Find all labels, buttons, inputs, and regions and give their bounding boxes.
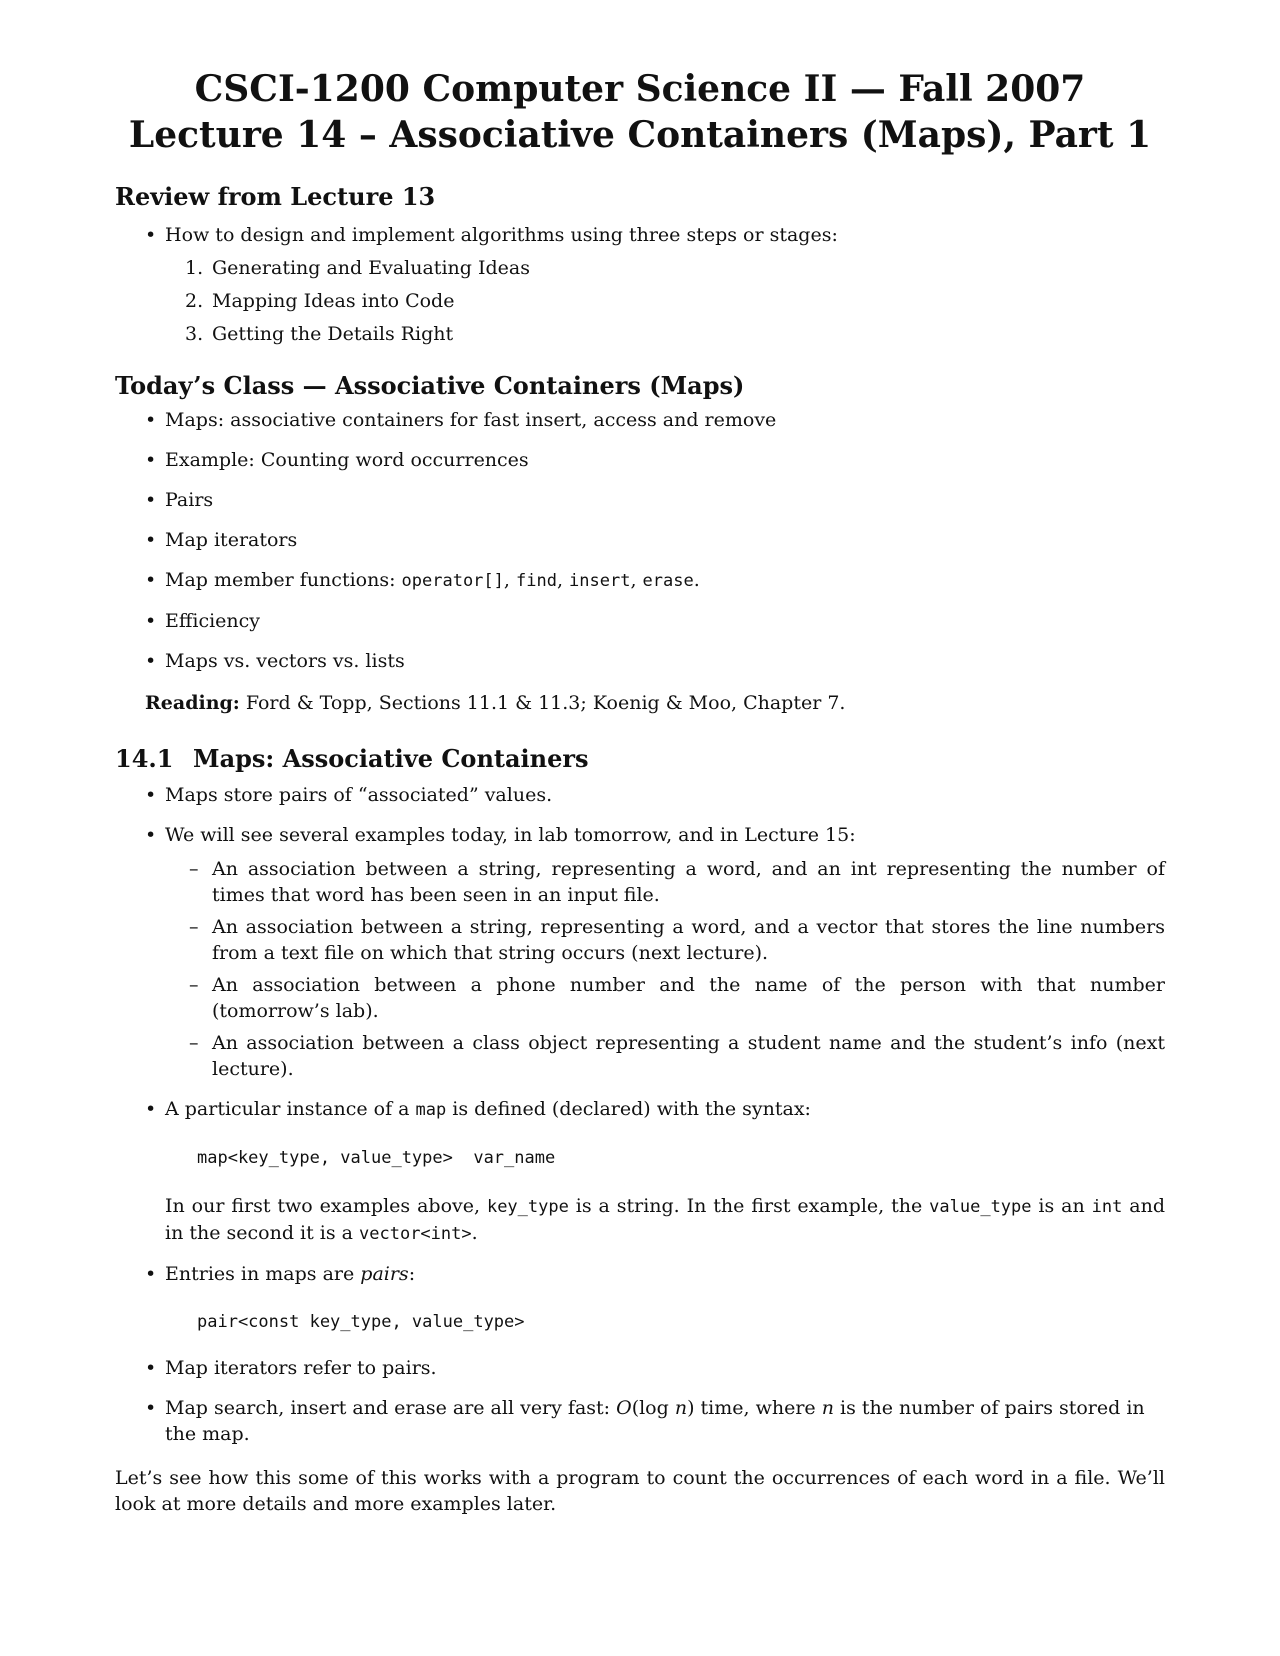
list-item: 2. Mapping Ideas into Code [185, 290, 455, 312]
section-14-1-heading: 14.1 Maps: Associative Containers [115, 744, 589, 773]
today-heading: Today’s Class — Associative Containers (Maps) [115, 371, 745, 400]
list-item: 3. Getting the Details Right [185, 323, 454, 345]
list-item: • Example: Counting word occurrences [115, 447, 1165, 473]
list-item: • Pairs [115, 487, 1165, 513]
list-item: • Efficiency [115, 608, 1165, 634]
review-bullet: • How to design and implement algorithms using three steps or stages: [115, 222, 1165, 248]
list-item-pairs: • Entries in maps are pairs: [115, 1261, 1165, 1287]
list-item: • Map iterators [115, 527, 1165, 553]
list-item: • We will see several examples today, in lab tomorrow, and in Lecture 15: [115, 822, 1165, 848]
section-14-1-list-c [115, 1261, 1165, 1287]
closing-paragraph: Let’s see how this some of this works with a program to count the occurrences of each word in a file. We’ll look at more details and more examples later. [115, 1467, 1165, 1515]
map-syntax-code: map<key_type, value_type> var_name [197, 1148, 556, 1168]
review-steps [115, 255, 1165, 347]
map-explanation: In our first two examples above, key_type is a string. In the first example, the value_type is an int and in the second it is a vector<int>. [165, 1195, 1166, 1244]
list-item: – An association between a class object representing a student name and the student’s info (next lecture). [115, 1030, 1165, 1082]
pair-syntax-code: pair<const key_type, value_type> [197, 1312, 525, 1332]
list-item-complexity: • Map search, insert and erase are all very fast: O(log n) time, where n is the number of pairs stored in the map. [115, 1395, 1165, 1447]
list-item-member-functions: • Map member functions: operator[], find, insert, erase. [115, 567, 1165, 594]
section-14-1-list-b [115, 1096, 1165, 1123]
reading-note: Reading: Ford & Topp, Sections 11.1 & 11.3; Koenig & Moo, Chapter 7. [145, 692, 846, 714]
section-14-1-list [115, 782, 1165, 848]
review-heading: Review from Lecture 13 [115, 182, 436, 211]
list-item: – An association between a string, representing a word, and an int representing the number of times that word has been seen in an input file. [115, 856, 1165, 908]
list-item-map-declaration: • A particular instance of a map is defined (declared) with the syntax: [115, 1096, 1165, 1123]
list-item: • Map iterators refer to pairs. [115, 1355, 1165, 1381]
list-item: 1. Generating and Evaluating Ideas [185, 257, 530, 279]
list-item: – An association between a phone number and the name of the person with that number (tomorrow’s lab). [115, 972, 1165, 1024]
review-list [115, 222, 1165, 248]
list-item: – An association between a string, representing a word, and a vector that stores the line numbers from a text file on which that string occurs (next lecture). [115, 914, 1165, 966]
title-line-1: CSCI-1200 Computer Science II — Fall 2007 [194, 68, 1086, 110]
list-item: • Maps vs. vectors vs. lists [115, 648, 1165, 674]
document-title [115, 66, 1165, 158]
today-list [115, 407, 1165, 674]
list-item: • Maps: associative containers for fast insert, access and remove [115, 407, 1165, 433]
list-item: • Maps store pairs of “associated” values. [115, 782, 1165, 808]
section-14-1-list-d [115, 1355, 1165, 1447]
title-line-2: Lecture 14 – Associative Containers (Maps), Part 1 [128, 114, 1152, 156]
association-examples [115, 856, 1165, 1082]
